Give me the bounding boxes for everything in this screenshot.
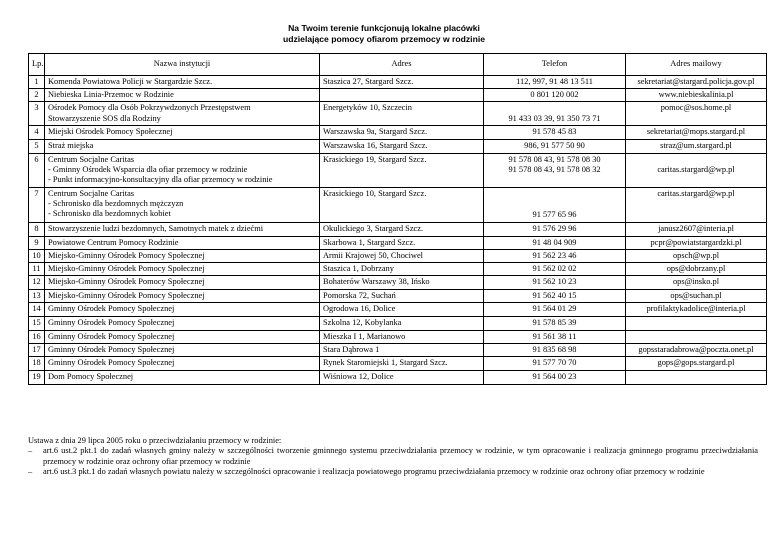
cell-lp [29,89,45,102]
cell-lp-text: 17 [32,344,41,354]
cell-name [45,317,320,330]
cell-lp [29,290,45,303]
table-row [29,343,767,356]
table-row [29,236,767,249]
cell-address [320,102,484,126]
table-row [29,290,767,303]
cell-address [320,153,484,187]
cell-lp [29,139,45,153]
cell-name-text: Miejski Ośrodek Pomocy Społecznej [48,127,173,137]
cell-name-text: Centrum Socjalne Caritas [48,188,135,198]
cell-name-text: Gminny Ośrodek Pomocy Społecznej [48,344,175,354]
cell-lp-text: 12 [32,277,41,287]
cell-name [45,222,320,236]
cell-lp-text: 8 [34,223,39,233]
cell-address [320,89,484,102]
cell-lp [29,126,45,139]
cell-name-text: - Schronisko dla bezdomnych mężczyzn [48,198,184,208]
cell-email [626,330,767,343]
cell-email-text: sekretariat@stargard.policja.gov.pl [637,77,755,86]
cell-name [45,357,320,371]
table-row [29,357,767,371]
cell-lp-text: 6 [34,154,39,164]
cell-phone-text: 91 562 40 15 [532,291,577,301]
cell-email [626,89,767,102]
cell-name-text: Dom Pomocy Społecznej [48,372,134,382]
cell-phone [484,371,626,385]
cell-name-text: Powiatowe Centrum Pomocy Rodzinie [48,237,179,247]
cell-email-text: gopsstaradabrowa@poczta.onet.pl [638,344,754,354]
table-row [29,187,767,222]
cell-name [45,126,320,139]
cell-email [626,343,767,356]
cell-name-text: Gminny Ośrodek Pomocy Społecznej [48,358,175,368]
cell-lp-text: 10 [32,250,41,260]
cell-name [45,153,320,187]
cell-lp [29,343,45,356]
cell-phone [484,276,626,290]
cell-phone-text: 91 564 01 29 [532,304,577,314]
cell-lp [29,276,45,290]
cell-lp-text: 15 [32,318,41,328]
cell-lp-text: 3 [34,103,39,113]
cell-address-text: Rynek Staromiejski 1, Stargard Szcz. [323,358,448,368]
dash-bullet: – [28,467,33,477]
cell-name [45,330,320,343]
cell-name [45,276,320,290]
cell-address [320,317,484,330]
cell-lp [29,303,45,317]
cell-email-text: gops@gops.stargard.pl [657,358,735,368]
cell-name-text: Miejsko-Gminny Ośrodek Pomocy Społecznej [48,264,205,274]
cell-lp [29,249,45,262]
cell-lp [29,317,45,330]
table-row [29,139,767,153]
cell-email [626,236,767,249]
cell-phone-text: 91 578 45 83 [532,127,577,137]
table-row [29,371,767,385]
table-body [29,76,767,385]
cell-address-text: Mieszka I 1, Marianowo [323,331,406,341]
cell-lp-text: 5 [34,140,39,150]
cell-phone-text: 91 433 03 39, 91 350 73 71 [508,114,601,124]
header-address: Adres [320,54,484,76]
cell-phone [484,139,626,153]
cell-name-text: - Gminny Ośrodek Wsparcia dla ofiar przemocy w rodzinie [48,164,248,174]
cell-phone-text: 986, 91 577 50 90 [524,141,585,151]
cell-phone [484,76,626,89]
cell-phone [484,343,626,356]
cell-address-text: Stara Dąbrowa 1 [323,344,380,354]
cell-name [45,236,320,249]
cell-address-text: Bohaterów Warszawy 38, Ińsko [323,277,430,287]
cell-address [320,236,484,249]
cell-phone [484,236,626,249]
cell-email [626,222,767,236]
cell-address [320,357,484,371]
cell-email [626,357,767,371]
cell-email [626,290,767,303]
cell-address [320,276,484,290]
cell-phone [484,89,626,102]
cell-phone-text: 91 576 29 96 [532,223,577,233]
cell-lp-text: 13 [32,291,41,301]
cell-address-text: Energetyków 10, Szczecin [323,103,412,113]
cell-address-text: Ogrodowa 16, Dolice [323,304,396,314]
cell-email [626,153,767,187]
cell-name-text: Stowarzyszenie SOS dla Rodziny [48,113,161,123]
cell-address-text: Pomorska 72, Suchań [323,291,396,301]
cell-phone-text: 91 48 04 909 [532,237,577,247]
cell-phone-text: 91 577 65 96 [532,210,577,220]
cell-lp-text: 19 [32,372,41,382]
cell-lp [29,187,45,222]
cell-address-text: Krasickiego 19, Stargard Szcz. [323,154,427,164]
cell-phone-text: 112, 997, 91 48 13 511 [516,77,593,86]
cell-lp-text: 2 [34,90,39,100]
cell-address [320,343,484,356]
cell-address-text: Okulickiego 3, Stargard Szcz. [323,223,424,233]
cell-lp-text: 11 [32,264,41,274]
cell-name [45,290,320,303]
header-phone: Telefon [484,54,626,76]
cell-phone-text: 91 562 23 46 [532,250,577,260]
cell-phone [484,357,626,371]
cell-name-text: Straż miejska [48,140,94,150]
footer-item [28,446,758,467]
cell-phone-text: 91 578 85 39 [532,318,577,328]
cell-address [320,303,484,317]
cell-name [45,76,320,89]
legal-footer [28,436,758,478]
cell-name-text: Gminny Ośrodek Pomocy Społecznej [48,304,175,314]
cell-email-text: ops@dobrzany.pl [666,264,726,274]
cell-lp-text: 7 [34,188,39,198]
cell-phone-text: 91 561 38 11 [532,331,577,341]
cell-phone [484,290,626,303]
cell-name [45,89,320,102]
table-row [29,76,767,89]
cell-name-text: Miejsko-Gminny Ośrodek Pomocy Społecznej [48,277,205,287]
cell-name [45,303,320,317]
table-row [29,317,767,330]
cell-address-text: Wiśniowa 12, Dolice [323,372,394,382]
table-row [29,263,767,276]
cell-phone [484,249,626,262]
cell-name-text: Stowarzyszenie ludzi bezdomnych, Samotnych matek z dziećmi [48,223,264,233]
cell-lp-text: 18 [32,358,41,368]
footer-item-text: art.6 ust.2 pkt.1 do zadań własnych gminy należy w szczególności tworzenie gminnego systemu przeciwdziałania przemocy w rodzinie, w tym opracowanie i realizacja gminnego programu przeciwdziałania przemocy w rodzinie oraz ochrony ofiar przemocy w rodzinie [43,446,758,466]
table-row [29,222,767,236]
footer-item-text: art.6 ust.3 pkt.1 do zadań własnych powiatu należy w szczególności opracowanie i realizacja powiatowego programu przeciwdziałania przemocy w rodzinie oraz ochrony ofiar przemocy w rodzinie [43,467,705,477]
table-row [29,303,767,317]
cell-lp [29,76,45,89]
cell-address [320,187,484,222]
cell-address-text: Krasickiego 10, Stargard Szcz. [323,188,427,198]
footer-item [28,467,758,477]
cell-email-text: caritas.stargard@wp.pl [657,188,735,198]
cell-lp-text: 9 [34,237,39,247]
cell-name [45,263,320,276]
cell-address-text: Staszica 27, Stargard Szcz. [323,77,414,86]
cell-email-text: janusz2607@interia.pl [658,223,734,233]
table-row [29,89,767,102]
cell-lp [29,371,45,385]
cell-phone [484,102,626,126]
cell-name-text: - Schronisko dla bezdomnych kobiet [48,209,171,219]
cell-lp-text: 16 [32,331,41,341]
header-email: Adres mailowy [626,54,767,76]
cell-phone-text: 91 562 10 23 [532,277,577,287]
cell-name-text: - Punkt informacyjno-konsultacyjny dla ofiar przemocy w rodzinie [48,175,273,185]
cell-name-text: Ośrodek Pomocy dla Osób Pokrzywdzonych Przestępstwem [48,103,251,113]
cell-address [320,249,484,262]
header-lp: Lp. [29,54,45,76]
cell-name-text: Gminny Ośrodek Pomocy Społecznej [48,318,175,328]
cell-name-text: Miejsko-Gminny Ośrodek Pomocy Społecznej [48,250,205,260]
table-row [29,102,767,126]
cell-lp [29,330,45,343]
cell-phone [484,222,626,236]
cell-email-text: www.niebieskalinia.pl [658,90,734,100]
cell-email [626,249,767,262]
cell-address [320,126,484,139]
cell-phone-text: 91 835 68 98 [532,344,577,354]
cell-address [320,222,484,236]
cell-email [626,187,767,222]
cell-lp [29,236,45,249]
cell-lp-text: 14 [32,304,41,314]
header-name: Nazwa instytucji [45,54,320,76]
cell-address-text: Szkolna 12, Kobylanka [323,318,402,328]
cell-phone [484,126,626,139]
cell-email-text: caritas.stargard@wp.pl [657,165,735,174]
cell-phone [484,263,626,276]
document-title [0,23,768,45]
cell-phone [484,317,626,330]
cell-phone [484,153,626,187]
cell-phone-text: 91 564 00 23 [532,372,577,382]
cell-address-text: Armii Krajowej 50, Chociwel [323,250,424,260]
cell-email [626,102,767,126]
cell-name [45,187,320,222]
cell-phone-text: 91 577 70 70 [532,358,577,368]
cell-email [626,263,767,276]
cell-email [626,126,767,139]
cell-email-text: ops@suchan.pl [670,291,722,301]
cell-phone [484,303,626,317]
cell-name-text: Niebieska Linia-Przemoc w Rodzinie [48,90,174,100]
cell-email [626,371,767,385]
cell-address [320,371,484,385]
cell-address [320,290,484,303]
cell-email [626,317,767,330]
cell-phone-text: 91 578 08 43, 91 578 08 32 [508,164,601,174]
cell-name [45,102,320,126]
cell-email-text: straz@um.stargard.pl [660,140,732,150]
cell-lp-text: 1 [34,77,39,86]
cell-address [320,330,484,343]
cell-email [626,139,767,153]
cell-lp-text: 4 [34,127,39,137]
cell-email-text: opsch@wp.pl [672,250,720,260]
title-line-2: udzielające pomocy ofiarom przemocy w rodzinie [282,34,485,44]
table-row [29,276,767,290]
cell-name-text: Centrum Socjalne Caritas [48,154,135,164]
title-line-1: Na Twoim terenie funkcjonują lokalne placówki [288,23,480,33]
cell-name [45,371,320,385]
cell-address [320,139,484,153]
cell-lp [29,222,45,236]
cell-email-text: ops@insko.pl [672,277,720,287]
cell-email-text: pcpr@powiatstargardzki.pl [650,237,742,247]
table-row [29,126,767,139]
institutions-table [28,53,767,385]
cell-phone-text: 91 578 08 43, 91 578 08 30 [508,154,601,164]
table-row [29,249,767,262]
cell-lp [29,102,45,126]
cell-name [45,249,320,262]
cell-address-text: Warszawska 9a, Stargard Szcz. [323,127,428,137]
table-row [29,153,767,187]
cell-name [45,343,320,356]
cell-address [320,263,484,276]
cell-phone [484,187,626,222]
cell-phone [484,330,626,343]
cell-email-text: profilaktykadolice@interia.pl [646,304,746,314]
cell-lp [29,357,45,371]
cell-address [320,76,484,89]
cell-email [626,276,767,290]
cell-email [626,303,767,317]
cell-address-text: Staszica 1, Dobrzany [323,264,394,274]
footer-intro: Ustawa z dnia 29 lipca 2005 roku o przeciwdziałaniu przemocy w rodzinie: [28,436,282,445]
cell-email-text: sekretariat@mops.stargard.pl [646,127,746,137]
cell-name-text: Miejsko-Gminny Ośrodek Pomocy Społecznej [48,291,205,301]
cell-name-text: Gminny Ośrodek Pomocy Społecznej [48,331,175,341]
cell-phone-text: 0 801 120 002 [530,90,579,100]
cell-address-text: Warszawska 16, Stargard Szcz. [323,140,428,150]
cell-phone-text: 91 562 02 02 [532,264,577,274]
cell-address-text: Skarbowa 1, Stargard Szcz. [323,237,416,247]
cell-lp [29,263,45,276]
table-row [29,330,767,343]
dash-bullet: – [28,446,33,456]
cell-lp [29,153,45,187]
cell-email-text: pomoc@sos.home.pl [660,103,732,113]
cell-email [626,76,767,89]
table-header-row [29,54,767,76]
cell-name [45,139,320,153]
cell-name-text: Komenda Powiatowa Policji w Stargardzie Szcz. [48,77,213,86]
